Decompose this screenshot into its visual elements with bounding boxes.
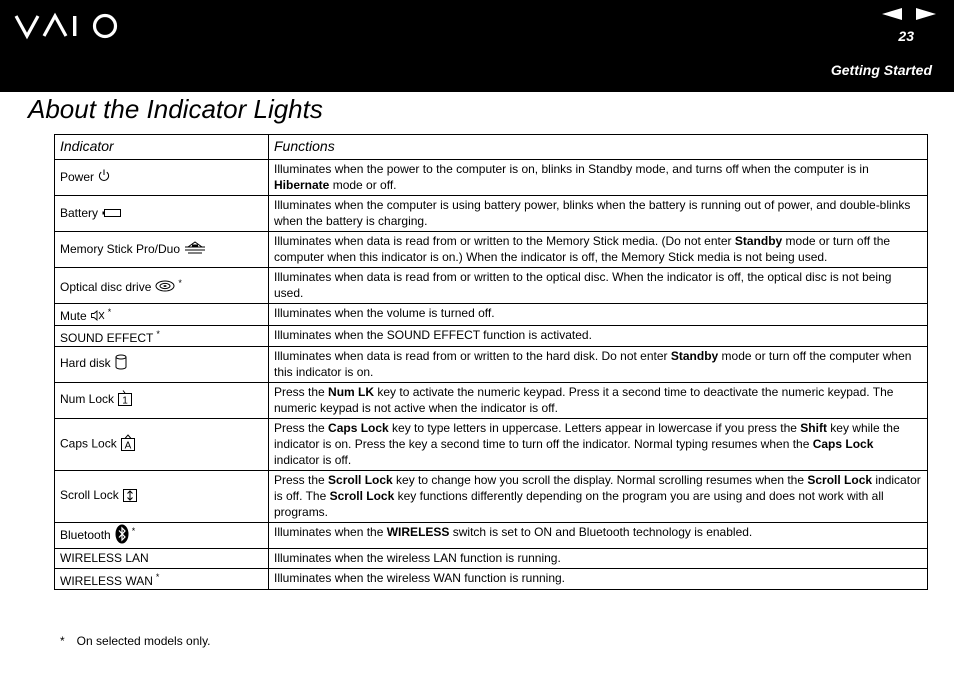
- battery-icon: [102, 206, 122, 222]
- footnote-text: On selected models only.: [76, 634, 211, 648]
- indicator-cell: [55, 268, 269, 304]
- vaio-logo-icon: [14, 12, 122, 40]
- indicator-label: WIRELESS WAN: [60, 573, 153, 588]
- function-cell: Illuminates when data is read from or written to the optical disc. When the indicator is off, the optical disc is not being used.: [269, 268, 928, 304]
- indicator-label: Bluetooth: [60, 527, 111, 542]
- page-number: 23: [898, 28, 914, 44]
- table-row: [55, 522, 928, 548]
- footnote-star: *: [178, 278, 182, 289]
- indicator-label: SOUND EFFECT: [60, 330, 154, 345]
- memory-stick-icon: [184, 241, 206, 259]
- table-row: [55, 232, 928, 268]
- svg-text:A: A: [124, 440, 132, 451]
- indicator-label: Memory Stick Pro/Duo: [60, 241, 181, 256]
- indicator-cell: [55, 382, 269, 418]
- footnote: [60, 634, 211, 648]
- indicator-cell: [55, 568, 269, 589]
- function-cell: Illuminates when data is read from or written to the hard disk. Do not enter Standby mode or turn off the computer when this indicator is on.: [269, 346, 928, 382]
- svg-text:1: 1: [122, 395, 128, 407]
- indicator-cell: [55, 346, 269, 382]
- function-cell: Illuminates when the power to the computer is on, blinks in Standby mode, and turns off when the computer is in Hibernate mode or off.: [269, 160, 928, 196]
- indicator-table: [54, 134, 928, 590]
- indicator-label: Mute: [60, 309, 87, 323]
- indicator-label: Hard disk: [60, 356, 111, 371]
- caps-lock-icon: [121, 434, 135, 455]
- indicator-cell: [55, 418, 269, 470]
- table-row: [55, 418, 928, 470]
- scroll-lock-icon: [123, 486, 137, 506]
- function-cell: Illuminates when the wireless LAN function is running.: [269, 548, 928, 568]
- indicator-label: Num Lock: [60, 392, 115, 407]
- indicator-label: WIRELESS LAN: [60, 551, 149, 566]
- section-title: Getting Started: [830, 62, 932, 78]
- indicator-label: Power: [60, 169, 95, 184]
- table-row: [55, 304, 928, 326]
- optical-disc-icon: [155, 280, 175, 296]
- column-header-functions: Functions: [269, 135, 928, 160]
- table-header-row: [55, 135, 928, 160]
- function-cell: Press the Scroll Lock key to change how you scroll the display. Normal scrolling resumes when the Scroll Lock indicator is off. The Scroll Lock key functions differently depending on the program you are using and does not work with all programs.: [269, 470, 928, 522]
- function-cell: Press the Caps Lock key to type letters in uppercase. Letters appear in lowercase if you press the Shift key while the indicator is on. Press the key a second time to turn off the indicator. Normal typing resumes when the Caps Lock indicator is off.: [269, 418, 928, 470]
- indicator-cell: [55, 548, 269, 568]
- footnote-mark: *: [60, 634, 65, 648]
- function-cell: Illuminates when the wireless WAN function is running.: [269, 568, 928, 589]
- indicator-label: Scroll Lock: [60, 488, 119, 503]
- table-row: [55, 568, 928, 589]
- table-row: [55, 160, 928, 196]
- function-cell: Illuminates when data is read from or written to the Memory Stick media. (Do not enter Standby mode or turn off the computer when this indicator is on.) When the indicator is off, the Memory Stick media is not being used.: [269, 232, 928, 268]
- function-cell: Illuminates when the computer is using battery power, blinks when the battery is running out of power, and double-blinks when the battery is charging.: [269, 196, 928, 232]
- hard-disk-icon: [115, 354, 127, 374]
- function-cell: Illuminates when the volume is turned off.: [269, 304, 928, 326]
- function-cell: Illuminates when the SOUND EFFECT function is activated.: [269, 325, 928, 346]
- indicator-cell: [55, 325, 269, 346]
- indicator-cell: [55, 196, 269, 232]
- table-row: [55, 470, 928, 522]
- footnote-star: *: [107, 307, 112, 317]
- footnote-star: *: [155, 571, 160, 582]
- arrow-right-icon[interactable]: [916, 8, 936, 20]
- indicator-cell: [55, 160, 269, 196]
- mute-icon: [91, 309, 105, 325]
- page-header: [0, 0, 954, 92]
- column-header-indicator: Indicator: [55, 135, 269, 160]
- indicator-label: Caps Lock: [60, 436, 117, 451]
- indicator-cell: [55, 470, 269, 522]
- power-icon: [98, 169, 110, 186]
- table-row: [55, 196, 928, 232]
- indicator-label: Battery: [60, 206, 99, 221]
- indicator-cell: [55, 304, 269, 326]
- table-row: [55, 346, 928, 382]
- table-row: [55, 382, 928, 418]
- page-title: About the Indicator Lights: [28, 94, 323, 124]
- footnote-star: *: [156, 328, 160, 339]
- indicator-label: Optical disc drive: [60, 280, 152, 295]
- page-nav: [882, 8, 936, 20]
- function-cell: Press the Num LK key to activate the numeric keypad. Press it a second time to deactivate the numeric keypad. The numeric keypad is not active when the indicator is off.: [269, 382, 928, 418]
- footnote-star: *: [131, 525, 136, 536]
- num-lock-icon: [118, 390, 132, 410]
- arrow-left-icon[interactable]: [882, 8, 902, 20]
- indicator-cell: [55, 232, 269, 268]
- indicator-cell: [55, 522, 269, 548]
- function-cell: Illuminates when the WIRELESS switch is set to ON and Bluetooth technology is enabled.: [269, 522, 928, 548]
- table-row: [55, 268, 928, 304]
- table-row: [55, 325, 928, 346]
- bluetooth-icon: [115, 524, 129, 548]
- table-row: [55, 548, 928, 568]
